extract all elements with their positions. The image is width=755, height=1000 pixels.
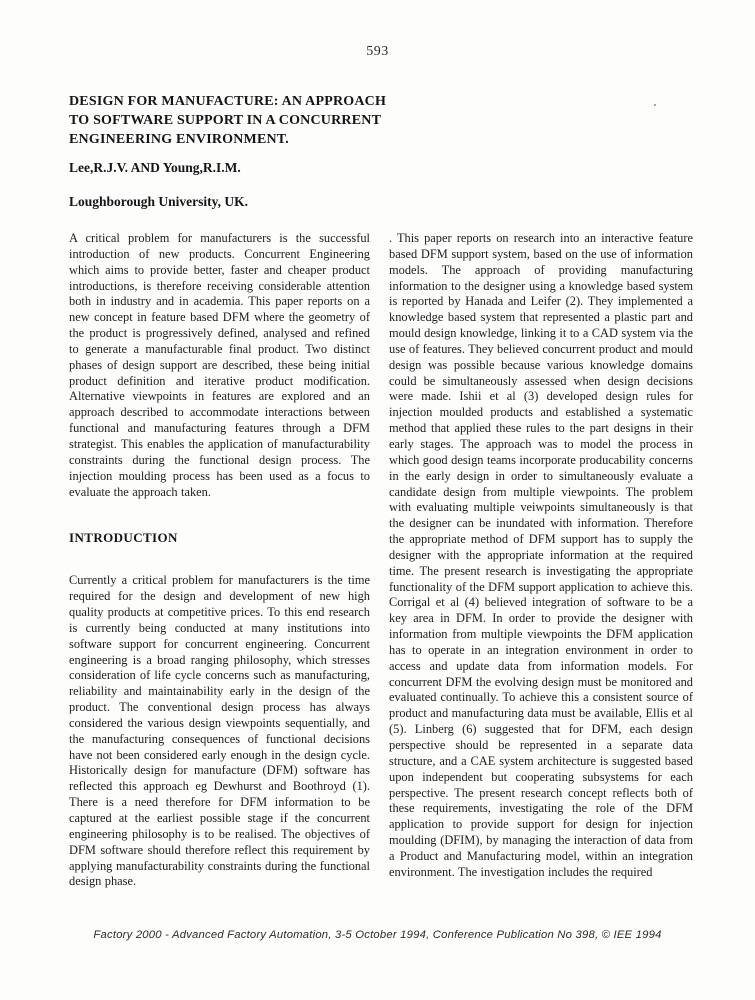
- right-column-paragraph: . This paper reports on research into an interactive feature based DFM support system, based on the use of information models. The approach of providing manufacturing information to the designer using a knowledge based system is reported by Hanada and Leifer (2). They implemented a knowledge based system that represented a plastic part and mould design knowledge, linking it to a CAD system via the use of features. They believed concurrent product and mould design was possible because various knowledge domains could be simultaneously assessed when design decisions were made. Ishii et al (3) developed design rules for injection moulded products and established a systematic method that applied these rules to the part designs in their early stages. The approach was to model the process in which good design teams incorporate producability concerns in the early design in order to simultaneously evaluate a candidate design from multiple viewpoints. The problem with evaluating multiple veiwpoints simultaneously is that the designer can be inundated with information. Therefore the appropriate method of DFM support has to supply the designer with the appropriate information at the required time. The present research is investigating the appropriate functionality of the DFM support application to achieve this. Corrigal et al (4) believed integration of software to be a key area in DFM. In order to provide the designer with information from multiple viewpoints the DFM application has to operate in an integration environment in order to access and update data from information models. For concurrent DFM the evolving design must be monitored and evaluated continually. To achieve this a consistent source of product and manufacturing data must be available, Ellis et al (5). Linberg (6) suggested that for DFM, each design perspective should be represented in a separate data structure, and a CAE system architecture is suggested based upon independent but cooperating subsystems for each perspective. The present research concept reflects both of these requirements, investigating the role of the DFM application to provide support for design for injection moulding (DFIM), by managing the interaction of data from a Product and Manufacturing model, within an integration environment. The investigation includes the required: [389, 231, 693, 879]
- scan-artifact-dot: [654, 104, 656, 106]
- paper-header: [69, 92, 399, 210]
- page-number: 593: [366, 44, 389, 59]
- title-line-1: DESIGN FOR MANUFACTURE: AN APPROACH: [69, 94, 387, 109]
- paper-title: [69, 92, 399, 149]
- title-line-2: TO SOFTWARE SUPPORT IN A CONCURRENT: [69, 113, 382, 128]
- abstract-paragraph: A critical problem for manufacturers is the successful introduction of new products. Concurrent Engineering which aims to provide better, faster and cheaper product introductions, is therefore receiving considerable attention both in industry and in academia. This paper reports on a new concept in feature based DFM where the geometry of the product is progressively defined, analysed and refined to generate a manufacturable final product. Two distinct phases of design support are described, these being initial product definition and iterative product modification. Alternative viewpoints in features are explored and an approach described to accommodate interactions between functional and manufacturing features through a DFM strategist. This enables the application of manufacturability constraints during the functional design process. The injection moulding process has been used as a focus to evaluate the approach taken.: [69, 231, 370, 499]
- right-column: [389, 231, 693, 890]
- left-column: [69, 231, 370, 890]
- title-line-3: ENGINEERING ENVIRONMENT.: [69, 132, 290, 147]
- introduction-heading: INTRODUCTION: [69, 530, 178, 546]
- affiliation-line: Loughborough University, UK.: [69, 194, 249, 209]
- two-column-body: [69, 231, 693, 890]
- authors-line: Lee,R.J.V. AND Young,R.I.M.: [69, 160, 241, 175]
- conference-footer: Factory 2000 - Advanced Factory Automation, 3-5 October 1994, Conference Publication No 398, © IEE 1994: [93, 929, 662, 941]
- introduction-paragraph: Currently a critical problem for manufacturers is the time required for the design and development of new high quality products at competitive prices. To this end research is currently being conducted at many institutions into software support for concurrent engineering. Concurrent engineering is a broad ranging philosophy, which stresses consideration of life cycle concerns such as manufacturing, reliability and maintainability early in the design of the product. The conventional design process has always considered the various design viewpoints sequentially, and the manufacturing consequences of functional decisions have not been considered early enough in the design cycle. Historically design for manufacture (DFM) software has reflected this approach eg Dewhurst and Boothroyd (1). There is a need therefore for DFM information to be captured at the earliest possible stage if the concurrent engineering philosophy is to be realised. The objectives of DFM software should therefore reflect this requirement by applying manufacturability constraints during the functional design phase.: [69, 573, 370, 889]
